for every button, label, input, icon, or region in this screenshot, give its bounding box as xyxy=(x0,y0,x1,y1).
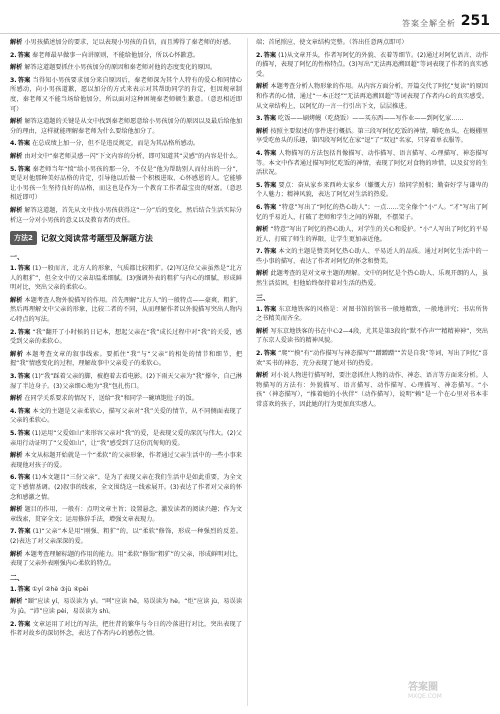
answer-text: 题目的作用，一般有：点明文章主旨；设置悬念，激发读者的阅读兴趣；作为文章线索，贯穿全文；运用修辞手法，增强文章表现力。 xyxy=(10,506,242,523)
answer-block xyxy=(10,585,242,595)
answer-block xyxy=(10,264,242,293)
question-number: 5. xyxy=(10,430,17,437)
question-number: 3. xyxy=(10,76,17,84)
answer-tag: 答案 xyxy=(17,620,31,628)
answer-tag: 解析 xyxy=(256,83,269,91)
answer-block xyxy=(10,505,242,524)
answer-text: (1)从文章开头，作者写阿忆的外貌、衣着等细节。(2)通过对阿忆语言、动作的描写，表现了阿忆的性格特点。(3)写出“无法再追溯回超”等词表现了作者的真实感受。 xyxy=(256,51,488,78)
answer-block xyxy=(10,407,242,426)
answer-block xyxy=(10,372,242,391)
question-number: 6. xyxy=(10,474,17,482)
question-number: 2. xyxy=(256,51,263,59)
answer-block xyxy=(10,152,242,162)
method-tag: 方法2 xyxy=(10,231,37,245)
question-number: 1. xyxy=(10,585,17,593)
answer-tag: 解析 xyxy=(10,206,23,214)
answer-text: (1)本文题目“三份父亲”，是为了表现父亲在我们生活中是如此重要，为全文定下感情基调。(2)叙事的线索，全文围绕这一线索展开。(3)表达了作者对父亲的怀念和感激之情。 xyxy=(10,474,242,501)
answer-block xyxy=(10,296,242,325)
question-number: 5. xyxy=(10,165,17,173)
answer-block xyxy=(10,429,242,448)
question-number: 5. xyxy=(256,181,263,189)
answer-text: 在总成绩上加一分，但不是违反规定，而是为其品格所感动。 xyxy=(32,140,200,148)
answer-text: “特意”写出了“阿忆的热心助人”；一点……完全像个“小”人。“才”写出了阿忆的乎易近人，打破了老师和学生之间的界限，不摆架子。 xyxy=(256,203,488,221)
answer-tag: 解析 xyxy=(10,296,23,304)
column-divider xyxy=(247,38,248,706)
answer-text: 对小说人物进行描写时，要注意抓住人物的动作、神态、语言等方面来分析。人物描写的方法有：外貌描写、语言描写、动作描写、心理描写、神态描写。“小孩”（神态描写），“推着她的小伙伴”（动作描写），说明“赖”是一个在心里对书本非常喜欢的孩子，因此她的行为更加真实感人。 xyxy=(256,372,488,408)
answer-tag: 解析 xyxy=(10,598,23,606)
answer-tag: 解析 xyxy=(10,452,23,460)
answer-block xyxy=(10,76,242,114)
question-number: 7. xyxy=(10,528,17,536)
answer-tag: 答案 xyxy=(263,115,277,123)
question-number: 3. xyxy=(10,373,17,381)
answer-text: 本文的主题是赞美阿忆热心助人、平易近人的品质。通过对阿忆生活中的一些小事的描写，表达了作者对阿忆的怀念和赞美。 xyxy=(256,248,488,265)
answer-block xyxy=(10,550,242,569)
answer-tag: 解析 xyxy=(256,372,269,380)
answer-tag: 答案 xyxy=(17,328,31,336)
answer-block xyxy=(256,269,488,288)
answer-text: “爬”“摸”有“动作描写与神态描写”“蹭蹭蹭”“苦是自我”等词，写出了阿忆“喜欢”买书的神态，充分表现了她对书的热爱。 xyxy=(256,350,488,367)
watermark-logo xyxy=(408,678,494,708)
answer-text: (1)一般而言，北方人的形象，气质都比较粗犷。(2)写这位父亲虽然是“北方人的粗犷”，但全文中的父亲却温柔细腻。(3)强调外表的粗犷与内心的细腻，形成鲜明对比，突出父亲的柔软心。 xyxy=(10,265,242,292)
answer-text: 要点：奋从家乡来西岭太家乡（嫌慨大方）给同学照相；勤奋好学与谦卑的个人魅力；精神风貌，表达了阿忆对生活的热爱。 xyxy=(256,181,488,199)
answer-block xyxy=(256,127,488,146)
answer-tag: 答案 xyxy=(17,407,31,415)
answer-tag: 解析 xyxy=(256,226,269,234)
answer-text: 本文从标题开始就是一个“柔软”的父亲形象，作者通过父亲生活中的一些小事来表现他对孩子的爱。 xyxy=(10,452,242,469)
answer-block xyxy=(10,139,242,149)
answer-tag: 解析 xyxy=(256,270,269,278)
question-number: 4. xyxy=(10,140,17,148)
answer-block xyxy=(256,82,488,111)
answer-block xyxy=(10,328,242,347)
answer-text: ①yí ②hè ③jù ④pèi xyxy=(32,585,89,593)
question-number: 4. xyxy=(256,149,263,157)
answer-tag: 答案 xyxy=(263,248,277,256)
answer-text: 小男孩描述加分的要求，足以表现小男孩的自信，而且博得了秦老师的好感。 xyxy=(24,39,235,46)
answer-tag: 解析 xyxy=(10,152,23,160)
answer-block xyxy=(10,473,242,502)
left-column xyxy=(10,38,242,706)
answer-tag: 解析 xyxy=(10,395,23,403)
answer-block xyxy=(10,350,242,369)
answer-tag: 答案 xyxy=(17,265,31,273)
answer-block xyxy=(256,225,488,244)
answer-text: (1)“父亲”本是用“刚强、粗犷”的，以“柔软”修饰，形成一种强烈的反差。(2)表达了对父亲深深的爱。 xyxy=(10,528,242,545)
question-number: 4. xyxy=(10,407,17,415)
answer-block xyxy=(256,203,488,222)
page-header xyxy=(0,0,500,34)
answer-tag: 解析 xyxy=(256,327,269,335)
answer-block xyxy=(10,527,242,546)
answer-tag: 答案 xyxy=(17,165,31,173)
answer-tag: 答案 xyxy=(263,350,277,358)
answer-block xyxy=(10,620,242,639)
question-number: 2. xyxy=(256,350,263,358)
answer-text: 解答这道题的关键是从文中找到秦老师愿意给小男孩加分的原因以及最后给他加分的理由，这样就能理解秦老师为什么要给他加分了。 xyxy=(10,118,242,135)
answer-text: 由对文中“秦老师灵感一闪”下文内容的分析，即可知道其“灵感”的内容是什么。 xyxy=(24,152,242,160)
answer-text: 在同学关系要求的情况下，送给“我”和同学一碗填饱肚子的饭。 xyxy=(24,395,198,403)
answer-block xyxy=(10,451,242,470)
question-number: 1. xyxy=(10,265,17,273)
answer-text: 吃饭——刷烤鳗（吃烧饭）——买东西——写作业——到阿忆家…… xyxy=(278,115,464,123)
answer-tag: 解析 xyxy=(10,39,23,46)
answer-block xyxy=(10,394,242,404)
answer-tag: 答案 xyxy=(263,305,277,313)
section-heading: 一、 xyxy=(10,253,24,262)
page-number: 251 xyxy=(460,13,490,29)
answer-text: 本题考查人物外貌描写的作用。首先理解“北方人”的一般特点——豪爽、粗犷，然后再理解文中父亲的形象，比较二者的不同，从而理解作者以外貌描写突出人物内心特点的写法。 xyxy=(10,296,242,324)
answer-block xyxy=(10,117,242,136)
answer-block xyxy=(256,247,488,266)
question-number: 2. xyxy=(10,51,17,59)
method-title: 记叙文阅读常考题型及解题方法 xyxy=(40,233,153,243)
answer-block xyxy=(256,327,488,346)
answer-tag: 答案 xyxy=(17,430,31,437)
answer-tag: 答案 xyxy=(17,528,31,536)
answer-text: “我”翻开了小时候的日记本，想起父亲在“我”成长过程中对“我”的关爱，感受到父亲的柔软心。 xyxy=(10,328,242,346)
answer-block xyxy=(256,114,488,124)
answer-tag: 答案 xyxy=(17,474,31,482)
answer-text: 解答这道题要抓住小男孩加分的原因和秦老师对他的态度变化的原因。 xyxy=(24,64,217,72)
answer-block xyxy=(10,165,242,203)
answer-block xyxy=(10,206,242,225)
answer-text: 文章运用了对比的写法，把往昔的繁华与今日的冷落进行对比，突出表现了作者对故乡的深切怀念，表达了作者内心的感伤之情。 xyxy=(10,620,242,638)
answer-tag: 解析 xyxy=(10,506,23,514)
section-heading: 三、 xyxy=(256,293,270,302)
answer-tag: 答案 xyxy=(263,181,277,189)
answer-tag: 答案 xyxy=(263,51,277,59)
answer-block xyxy=(256,305,488,324)
answer-text: 本文的主题是父亲柔软心，描写父亲对“我”关爱的情节，从不同侧面表现了父亲的柔软心。 xyxy=(10,407,242,425)
answer-tag: 答案 xyxy=(17,140,31,148)
answer-tag: 答案 xyxy=(263,203,277,211)
answer-text: 本题考查文章的叙事线索。要抓住“我”与“父亲”的相处的情节和细节，把握“我”情感变化的过程，理解故事中父亲爱子的柔软心。 xyxy=(10,350,242,368)
answer-block xyxy=(256,349,488,368)
answer-text: (1)“我”踩着父亲的脚，被抱着去看电影。(2)下雨天父亲为“我”撑伞，自己淋湿了半边身子。(3)父亲细心地为“我”包扎伤口。 xyxy=(10,373,242,390)
answer-block xyxy=(10,38,242,48)
answer-block xyxy=(10,51,242,61)
answer-tag: 解析 xyxy=(10,350,24,358)
answer-tag: 答案 xyxy=(17,373,31,381)
answer-text: 此题考查的是对文章主题的理解。文中的阿忆是个热心助人、乐观开朗的人，虽然生活贫困，但他始终保持着对生活的热爱。 xyxy=(256,270,488,288)
answer-block xyxy=(256,371,488,409)
answer-text: 按照主要叙述的事件进行概括。第三段写阿忆吃饭的神情，嚼吃鱼头，在鳗棚里享受吃鱼头的乐趣，第四段写阿忆在家“逗”了“双冠”名家，只穿着单衣服等。 xyxy=(256,127,488,145)
answer-text: 秦老师最早做事一向讲原则，不能给他加分，所以心怀歉意。 xyxy=(32,51,200,59)
answer-tag: 解析 xyxy=(256,127,269,135)
method-banner xyxy=(10,230,242,246)
question-number: 2. xyxy=(10,328,17,336)
answer-text: 东京地铁客的风格是：对图书馆的馆书一般地精致，一般地讲究；书店所售之书精美而齐全。 xyxy=(256,305,488,323)
answer-text: 人物描写的方法包括肖像描写、动作描写、语言描写、心理描写、神态描写等。本文中作者通过描写阿忆吃饭的神情，表现了阿忆对食物的珍惜，以及贫穷的生活状况。 xyxy=(256,149,488,177)
answer-text: 写东京地铁客的书在中心2—4段，尤其是第3段的“默不作声”“精精神神”，突出了东京人爱读书的精神风貌。 xyxy=(256,327,488,345)
answer-text: 当得知小男孩要求加分来自原因后，秦老师深为其个人特有的爱心和同情心所感动，向小男孩道歉，愿以加分的方式来表示对其帮助同学的肯定，但因规章制度，秦老师又不能当场给他加分，所以面对这种困境秦老师顿生歉意。（意思相近即可） xyxy=(10,76,242,113)
answer-tag: 答案 xyxy=(263,149,277,157)
answer-block xyxy=(10,597,242,616)
answer-text: “特意”写出了阿忆的热心助人，对学生的关心和爱护。“小”人写出了阿忆的平易近人，打破了师生的界限，让学生更加亲近他。 xyxy=(256,226,488,243)
answer-text: 解答这道题，首先从文中找小男孩获得这“一分”后的变化，然后结合生活实际分析这一分对小男孩的意义以及教育者的责任。 xyxy=(10,206,242,224)
answer-block xyxy=(256,181,488,200)
section-heading: 二、 xyxy=(10,573,24,582)
watermark-line2: MXQE.COM xyxy=(408,693,442,700)
answer-tag: 答案 xyxy=(17,51,31,59)
answer-tag: 解析 xyxy=(10,64,23,72)
answer-tag: 解析 xyxy=(10,550,23,558)
answer-text: “颐”应读 yí，易误读为 yì。“呵”应读 hē，易误读为 hè。“炬”应读 jù，易误读为 jǜ。“沛”应读 pèi，易误读为 shì。 xyxy=(10,598,242,615)
answer-tag: 答案 xyxy=(17,585,31,593)
answer-block xyxy=(256,149,488,178)
right-column xyxy=(256,38,488,706)
answer-text: 秦老师当年“愤”给小男孩的那一分，不仅是“他为帮助别人而付出的一分”，更是对他那种美好品格的肯定，引导他以后做一个积极进取、心怀感恩的人。它能够让小男孩一生坚持良好的品格，而这也是作为一个教育工作者最宝贵的财富。（意思相近即可） xyxy=(10,165,242,202)
question-number: 7. xyxy=(256,248,263,256)
answer-tag: 答案 xyxy=(17,76,31,84)
answer-block xyxy=(10,63,242,73)
answer-text: (1)运用“父爱如山”来形容父亲对“我”的爱，是表现父爱的深沉与伟大。(2)父亲用行动证明了“父爱如山”，让“我”感受到了这份沉甸甸的爱。 xyxy=(10,430,242,447)
answer-text: 本题考查分析人物形象的作用。从内容方面分析，开篇交代了阿忆“复读”的原因和作者的心情，通过“一本正经”“无法再追溯回超”等词表现了作者内心的真实感受。从文章结构上，以阿忆的一言一行引出下文，层层推进。 xyxy=(256,83,488,110)
answer-tag: 解析 xyxy=(10,118,23,126)
answer-text: 本题考查理解标题的作用的能力。用“柔软”修饰“粗犷”的父亲，形成鲜明对比，表现了父亲外表刚强内心柔软的特点。 xyxy=(10,550,242,568)
question-number: 6. xyxy=(256,203,263,211)
question-number: 3. xyxy=(256,115,263,123)
answer-text: 端；首尾照应，使文章结构完整。（答出任意两点即可） xyxy=(256,39,408,46)
watermark-line1: 答案圈 xyxy=(408,682,438,693)
answer-block xyxy=(256,38,488,48)
question-number: 2. xyxy=(10,620,17,628)
header-title: 答案全解全析 xyxy=(402,19,456,28)
question-number: 1. xyxy=(256,305,263,313)
answer-block xyxy=(256,51,488,80)
